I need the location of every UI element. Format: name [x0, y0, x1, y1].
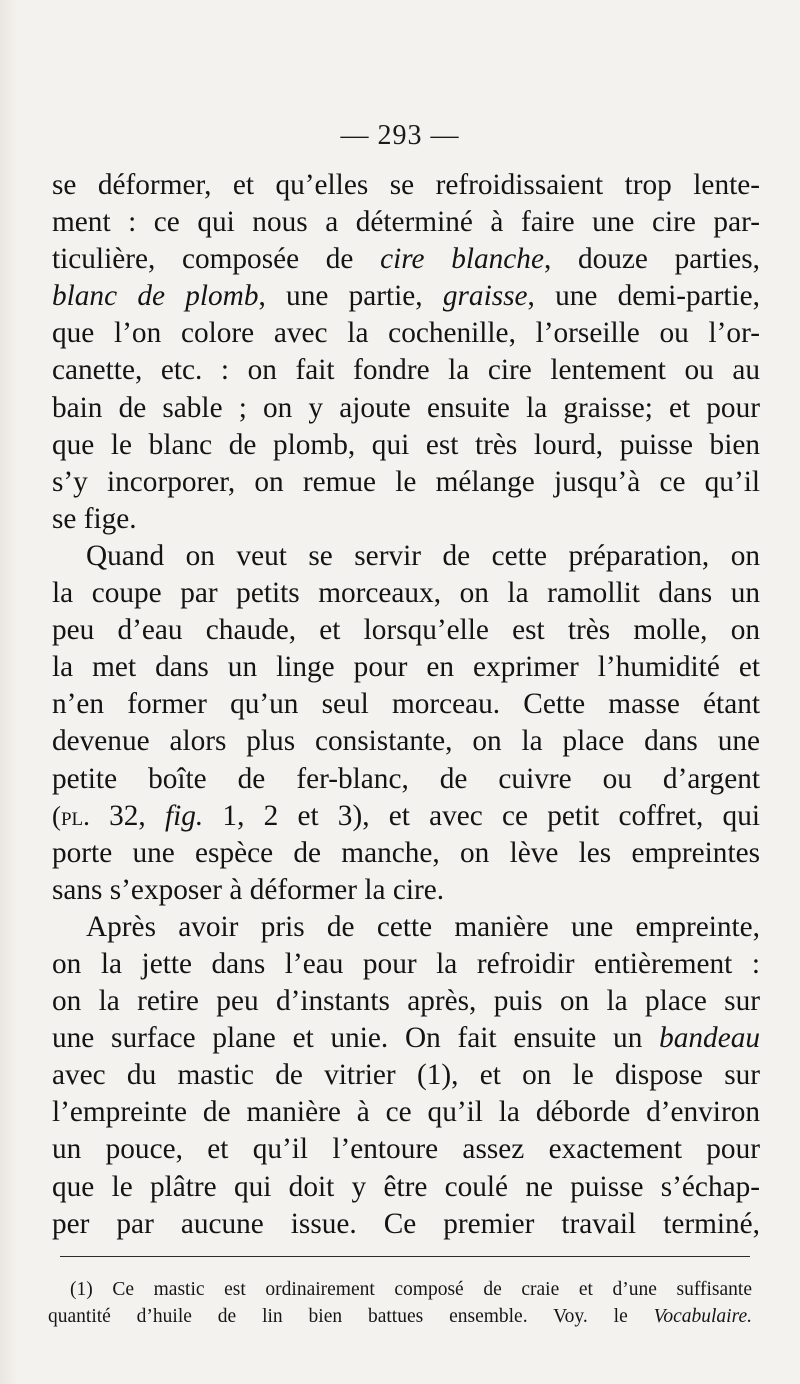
text-run: quantité d’huile de lin bien battues ensemble. Voy. le	[48, 1306, 654, 1327]
text-line: un pouce, et qu’il l’entoure assez exactement pour	[52, 1133, 760, 1166]
body-text	[52, 167, 760, 1243]
text-line: bain de sable ; on y ajoute ensuite la graisse; et pour	[52, 391, 760, 424]
text-line: per par aucune issue. Ce premier travail terminé,	[52, 1207, 760, 1240]
text-line: Quand on veut se servir de cette préparation, on	[86, 539, 760, 572]
text-line: peu d’eau chaude, et lorsqu’elle est très molle, on	[52, 614, 760, 647]
text-line: devenue alors plus consistante, on la place dans une	[52, 725, 760, 758]
text-line: se déformer, et qu’elles se refroidissaient trop lente-	[52, 169, 760, 201]
text-line: n’en former qu’un seul morceau. Cette masse étant	[52, 688, 760, 721]
text-line	[52, 798, 760, 835]
small-caps-abbrev: (pl.	[52, 800, 90, 831]
text-line: l’empreinte de manière à ce qu’il la déborde d’environ	[52, 1096, 760, 1129]
text-line: porte une espèce de manche, on lève les empreintes	[52, 836, 760, 869]
text-line: on la retire peu d’instants après, puis on la place sur	[52, 985, 760, 1018]
page-spine-shadow	[0, 0, 18, 1384]
italic-term: graisse	[442, 280, 528, 313]
footnote	[48, 1276, 752, 1330]
text-line: s’y incorporer, on remue le mélange jusqu’à ce qu’il	[52, 465, 760, 498]
text-run: , une partie,	[258, 280, 443, 313]
text-run: ticulière, composée de	[52, 243, 381, 276]
text-run: , une demi-partie,	[527, 280, 760, 313]
text-line: avec du mastic de vitrier (1), et on le dispose sur	[52, 1059, 760, 1092]
text-line	[52, 278, 760, 315]
text-line: que le plâtre qui doit y être coulé ne puisse s’échap-	[52, 1170, 760, 1203]
footnote-line: (1) Ce mastic est ordinairement composé de craie et d’une suffisante	[70, 1279, 752, 1300]
text-line	[52, 1020, 760, 1057]
page-number: — 293 —	[340, 120, 460, 151]
text-line: Après avoir pris de cette manière une empreinte,	[86, 910, 760, 943]
text-run: 32,	[89, 799, 165, 832]
footnote-rule	[60, 1256, 750, 1257]
text-run: , douze parties,	[543, 243, 760, 276]
italic-term: Vocabulaire.	[653, 1306, 752, 1327]
text-line: la coupe par petits morceaux, on la ramollit dans un	[52, 577, 760, 610]
text-run: 1, 2 et 3), et avec ce petit coffret, qui	[203, 799, 760, 832]
text-line: se fige.	[52, 502, 137, 535]
text-run: une surface plane et unie. On fait ensuite un	[52, 1022, 660, 1055]
footnote-line	[48, 1303, 752, 1330]
text-line: petite boîte de fer-blanc, de cuivre ou d’argent	[52, 762, 760, 795]
italic-term: blanc de plomb	[52, 280, 259, 313]
text-line	[52, 241, 760, 278]
text-line: on la jette dans l’eau pour la refroidir entièrement :	[52, 947, 760, 980]
text-line: canette, etc. : on fait fondre la cire lentement ou au	[52, 354, 760, 387]
text-line: sans s’exposer à déformer la cire.	[52, 873, 445, 906]
text-line: la met dans un linge pour en exprimer l’humidité et	[52, 651, 760, 684]
text-line: que l’on colore avec la cochenille, l’orseille ou l’or-	[52, 317, 760, 350]
italic-term: bandeau	[659, 1022, 760, 1055]
text-line: ment : ce qui nous a déterminé à faire une cire par-	[52, 206, 760, 239]
italic-term: fig.	[164, 799, 204, 832]
italic-term: cire blanche	[380, 243, 544, 276]
text-line: que le blanc de plomb, qui est très lourd, puisse bien	[52, 428, 760, 461]
